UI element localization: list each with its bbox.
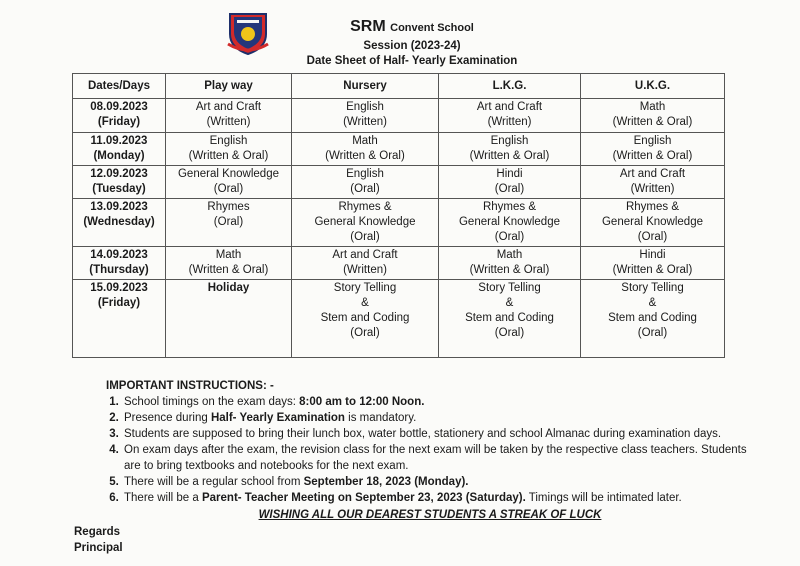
exam-day: (Tuesday) bbox=[92, 183, 146, 195]
subject-line: English bbox=[346, 168, 384, 180]
subject-cell bbox=[581, 247, 725, 280]
subject-line: Hindi bbox=[496, 168, 523, 180]
exam-date: 14.09.2023 bbox=[90, 249, 148, 261]
subject-cell bbox=[581, 280, 725, 358]
instruction-item bbox=[122, 394, 760, 410]
instructions-heading: IMPORTANT INSTRUCTIONS: - bbox=[106, 380, 274, 392]
subject-cell bbox=[166, 166, 292, 199]
subject-line: (Oral) bbox=[350, 327, 380, 339]
subject-line: Story Telling bbox=[621, 282, 684, 294]
table-row bbox=[73, 133, 725, 166]
subject-line: (Oral) bbox=[213, 183, 244, 195]
subject-cell bbox=[439, 280, 581, 358]
instruction-item bbox=[122, 410, 760, 426]
subject-line: General Knowledge bbox=[177, 168, 279, 180]
subject-line: (Oral) bbox=[494, 183, 525, 195]
principal-text: Principal bbox=[74, 542, 123, 554]
table-row bbox=[73, 199, 725, 247]
subject-line: (Written & Oral) bbox=[612, 150, 693, 162]
subject-line: (Written & Oral) bbox=[612, 116, 693, 128]
instruction-text-bold: 8:00 am to 12:00 Noon. bbox=[299, 396, 425, 408]
exam-date: 15.09.2023 bbox=[90, 282, 148, 294]
exam-day: (Wednesday) bbox=[83, 216, 155, 228]
date-cell bbox=[73, 247, 166, 280]
subject-cell bbox=[581, 199, 725, 247]
subject-line: (Written & Oral) bbox=[188, 150, 269, 162]
subject-line: General Knowledge bbox=[458, 216, 560, 228]
subject-line: English bbox=[633, 135, 672, 147]
subject-cell bbox=[581, 166, 725, 199]
instruction-item bbox=[122, 442, 760, 474]
subject-line: (Written & Oral) bbox=[188, 264, 269, 276]
subject-cell bbox=[166, 99, 292, 133]
table-row bbox=[73, 166, 725, 199]
subject-line: Math bbox=[352, 135, 378, 147]
subject-line: (Written & Oral) bbox=[325, 150, 405, 162]
subject-line: General Knowledge bbox=[601, 216, 703, 228]
instruction-text-bold: Parent- Teacher Meeting on September 23, 2023 (Saturday). bbox=[201, 492, 526, 504]
subject-line: Math bbox=[639, 101, 666, 113]
exam-day: (Friday) bbox=[97, 116, 141, 128]
instruction-text-pre: There will be a regular school from bbox=[124, 476, 304, 488]
subject-line: (Written) bbox=[487, 116, 532, 128]
col-header-nursery: Nursery bbox=[292, 74, 439, 99]
subject-cell bbox=[292, 247, 439, 280]
exam-date: 12.09.2023 bbox=[90, 168, 148, 180]
subject-line: (Written) bbox=[343, 264, 387, 276]
subject-line: Rhymes & bbox=[338, 201, 392, 213]
instruction-text-pre: Presence during bbox=[124, 412, 211, 424]
subject-cell bbox=[292, 99, 439, 133]
exam-date: 13.09.2023 bbox=[90, 201, 148, 213]
subject-cell bbox=[166, 133, 292, 166]
subject-line: & bbox=[361, 297, 369, 309]
col-header-lkg: L.K.G. bbox=[439, 74, 581, 99]
col-header-dates: Dates/Days bbox=[73, 74, 166, 99]
instruction-text-pre: Students are supposed to bring their lunch box, water bottle, stationery and school Almanac during examination days. bbox=[124, 428, 722, 440]
subject-line: General Knowledge bbox=[314, 216, 416, 228]
instruction-text-pre: On exam days after the exam, the revision class for the next exam will be taken by the respective class teachers. Students are to bring textbooks and notebooks for the next exam. bbox=[124, 444, 747, 472]
date-cell bbox=[73, 133, 166, 166]
exam-day: (Friday) bbox=[97, 297, 141, 309]
subject-line: Art and Craft bbox=[195, 101, 262, 113]
subject-line: & bbox=[505, 297, 514, 309]
subject-line: Rhymes & bbox=[482, 201, 537, 213]
subject-line: (Oral) bbox=[350, 183, 380, 195]
subject-line: Rhymes bbox=[207, 201, 250, 213]
instruction-item bbox=[122, 490, 760, 506]
session-label: Session (2023-24) bbox=[363, 40, 461, 52]
subject-line: Stem and Coding bbox=[465, 312, 554, 324]
subject-line: (Oral) bbox=[494, 327, 525, 339]
subject-line: Art and Craft bbox=[619, 168, 686, 180]
school-name-rest: Convent School bbox=[390, 22, 474, 34]
subject-line: English bbox=[209, 135, 248, 147]
subject-cell bbox=[439, 133, 581, 166]
subject-line: Stem and Coding bbox=[608, 312, 697, 324]
subject-cell bbox=[166, 199, 292, 247]
exam-day: (Thursday) bbox=[89, 264, 149, 276]
date-cell bbox=[73, 166, 166, 199]
regards-text: Regards bbox=[74, 526, 121, 538]
subject-cell bbox=[439, 99, 581, 133]
subject-line: Math bbox=[215, 249, 242, 261]
wishing-message: WISHING ALL OUR DEAREST STUDENTS A STREAK OF LUCK bbox=[258, 509, 602, 521]
subject-line: Art and Craft bbox=[332, 249, 398, 261]
subject-line: (Oral) bbox=[637, 327, 668, 339]
subject-cell bbox=[166, 247, 292, 280]
subject-line: (Written) bbox=[630, 183, 675, 195]
table-header-row bbox=[73, 74, 725, 99]
exam-date: 11.09.2023 bbox=[90, 135, 148, 147]
instruction-item bbox=[122, 426, 760, 442]
col-header-ukg: U.K.G. bbox=[581, 74, 725, 99]
date-cell bbox=[73, 280, 166, 358]
col-header-playway: Play way bbox=[166, 74, 292, 99]
important-instructions bbox=[100, 378, 760, 523]
subject-cell bbox=[439, 247, 581, 280]
subject-line: Story Telling bbox=[333, 282, 397, 294]
subject-cell bbox=[439, 199, 581, 247]
subject-line: (Written & Oral) bbox=[469, 150, 550, 162]
subject-cell bbox=[581, 99, 725, 133]
subject-cell bbox=[439, 166, 581, 199]
subject-line: (Written) bbox=[206, 116, 251, 128]
instruction-text-bold: September 18, 2023 (Monday). bbox=[303, 476, 469, 488]
subject-line: English bbox=[490, 135, 529, 147]
subject-line: (Oral) bbox=[494, 231, 525, 243]
date-sheet-title: Date Sheet of Half- Yearly Examination bbox=[306, 55, 518, 67]
instruction-item bbox=[122, 474, 760, 490]
exam-date: 08.09.2023 bbox=[90, 101, 148, 113]
school-name bbox=[312, 18, 512, 36]
subject-line: & bbox=[648, 297, 657, 309]
subject-line: Rhymes & bbox=[625, 201, 680, 213]
subject-line: (Oral) bbox=[213, 216, 244, 228]
subject-line: (Oral) bbox=[350, 231, 380, 243]
subject-line: Story Telling bbox=[478, 282, 541, 294]
signoff bbox=[74, 524, 123, 556]
subject-cell bbox=[581, 133, 725, 166]
subject-cell bbox=[292, 199, 439, 247]
date-cell bbox=[73, 199, 166, 247]
exam-day: (Monday) bbox=[93, 150, 145, 162]
exam-date-sheet-table bbox=[72, 73, 725, 358]
subject-line: Art and Craft bbox=[476, 101, 543, 113]
subject-line: Holiday bbox=[207, 282, 250, 294]
subject-line: (Oral) bbox=[637, 231, 668, 243]
subject-line: (Written) bbox=[343, 116, 387, 128]
table-row bbox=[73, 280, 725, 358]
school-name-big: SRM bbox=[350, 18, 386, 35]
subject-cell bbox=[166, 280, 292, 358]
subject-cell bbox=[292, 280, 439, 358]
instruction-text-bold: Half- Yearly Examination bbox=[210, 412, 345, 424]
instruction-text-post: Timings will be intimated later. bbox=[525, 492, 682, 504]
subject-line: Math bbox=[496, 249, 523, 261]
instruction-text-post: is mandatory. bbox=[344, 412, 417, 424]
subject-line: Hindi bbox=[639, 249, 666, 261]
subject-cell bbox=[292, 133, 439, 166]
subject-line: Stem and Coding bbox=[320, 312, 410, 324]
table-row bbox=[73, 99, 725, 133]
instruction-text-pre: There will be a bbox=[124, 492, 202, 504]
subject-line: English bbox=[346, 101, 384, 113]
subject-line: (Written & Oral) bbox=[469, 264, 550, 276]
date-cell bbox=[73, 99, 166, 133]
subject-cell bbox=[292, 166, 439, 199]
school-logo-icon bbox=[226, 10, 270, 56]
instructions-list bbox=[100, 394, 760, 506]
table-row bbox=[73, 247, 725, 280]
subject-line: (Written & Oral) bbox=[612, 264, 693, 276]
instruction-text-pre: School timings on the exam days: bbox=[124, 396, 300, 408]
